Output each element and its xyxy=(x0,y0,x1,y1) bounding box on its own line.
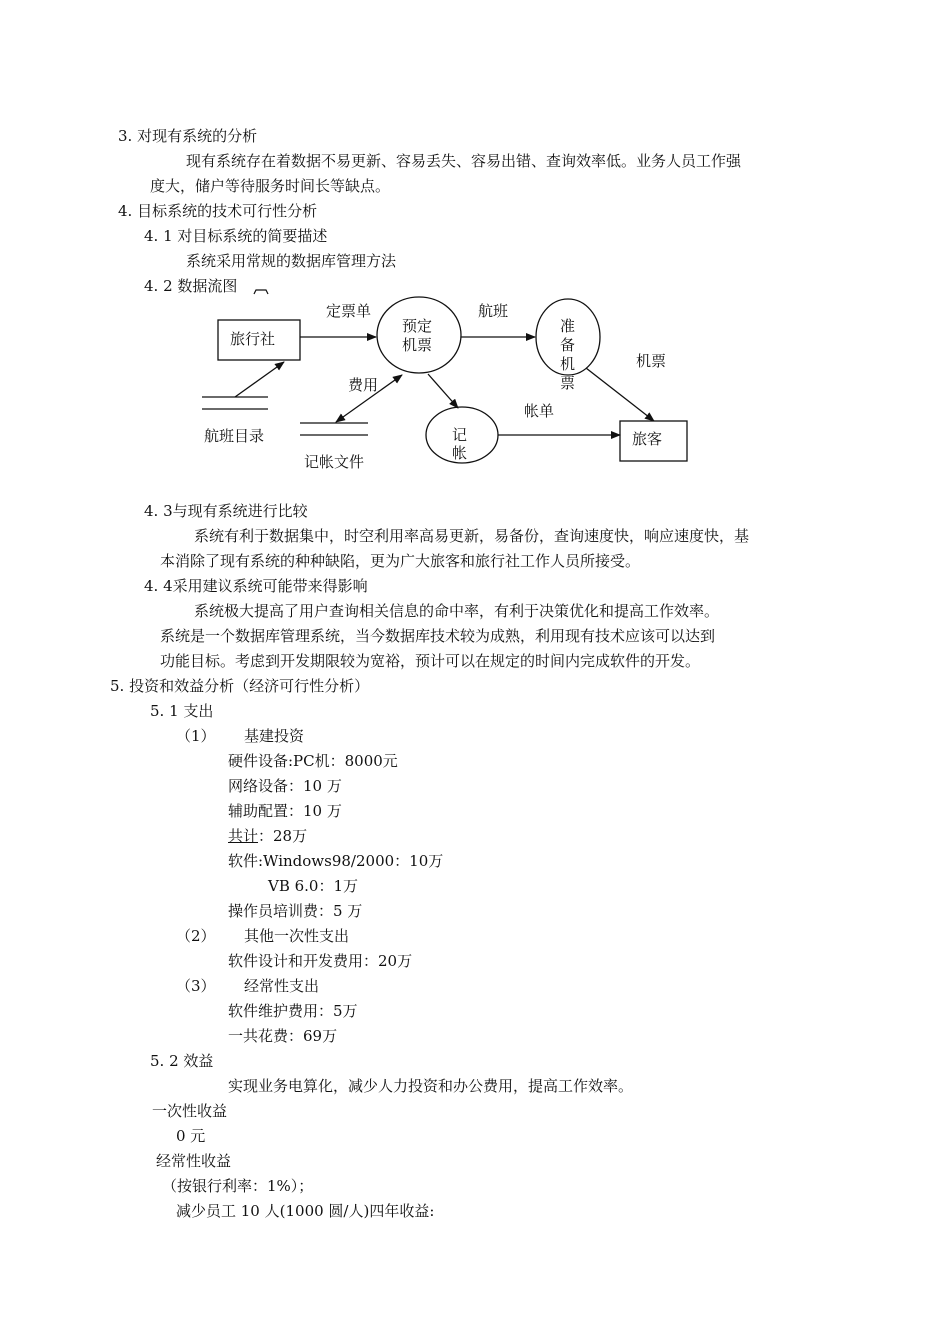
expense-item-number: （2） xyxy=(176,927,216,945)
section-4-1-text: 系统采用常规的数据库管理方法 xyxy=(186,252,397,270)
process-book-ticket-label: 机票 xyxy=(402,336,433,354)
section-4-1-heading: 4. 1 对目标系统的简要描述 xyxy=(144,227,328,245)
section-3-paragraph-line: 度大，储户等待服务时间长等缺点。 xyxy=(150,177,391,195)
flow-ticket-arrow xyxy=(586,368,654,421)
process-prepare-ticket-label: 备 xyxy=(560,336,576,354)
section-5-2-heading: 5. 2 效益 xyxy=(150,1052,214,1070)
flow-bill-label: 帐单 xyxy=(524,402,555,420)
expense-item-number: （1） xyxy=(176,727,216,745)
one-time-benefit-label: 一次性收益 xyxy=(152,1102,228,1120)
expense-line: 软件:Windows98/2000：10万 xyxy=(228,852,444,870)
interest-rate-note: （按银行利率：1%）； xyxy=(162,1177,314,1195)
expense-line: 辅助配置：10 万 xyxy=(228,802,342,820)
expense-line: 网络设备：10 万 xyxy=(228,777,342,795)
process-book-ticket-circle xyxy=(377,297,461,373)
expense-subtotal-value: ：28万 xyxy=(258,827,308,845)
flow-ticket-label: 机票 xyxy=(636,352,667,370)
section-4-3-paragraph-line: 系统有利于数据集中，时空利用率高易更新，易备份，查询速度快，响应速度快，基 xyxy=(194,527,750,545)
section-3-paragraph-line: 现有系统存在着数据不易更新、容易丢失、容易出错、查询效率低。业务人员工作强 xyxy=(186,152,742,170)
expense-line: 软件维护费用：5万 xyxy=(228,1002,358,1020)
expense-item-label: 基建投资 xyxy=(244,727,305,745)
one-time-benefit-value: 0 元 xyxy=(176,1127,206,1145)
store-flight-catalog-label: 航班目录 xyxy=(204,427,265,445)
staff-reduction-line: 减少员工 10 人(1000 圆/人)四年收益: xyxy=(176,1202,435,1220)
process-prepare-ticket-label: 准 xyxy=(560,317,576,335)
expense-subtotal xyxy=(228,826,307,846)
data-flow-diagram xyxy=(190,282,710,482)
section-3-heading: 3. 对现有系统的分析 xyxy=(118,127,258,145)
section-4-4-heading: 4. 4采用建议系统可能带来得影响 xyxy=(144,577,368,595)
process-bookkeeping-label: 帐 xyxy=(452,444,468,462)
section-5-heading: 5. 投资和效益分析（经济可行性分析） xyxy=(110,677,370,695)
expense-item-label: 其他一次性支出 xyxy=(244,927,350,945)
section-5-1-heading: 5. 1 支出 xyxy=(150,702,214,720)
flow-book-to-account-arrow xyxy=(428,374,458,408)
store-account-file-label: 记帐文件 xyxy=(304,453,365,471)
expense-item-number: （3） xyxy=(176,977,216,995)
expense-line: 软件设计和开发费用：20万 xyxy=(228,952,413,970)
bracket-mark xyxy=(254,290,268,294)
section-4-2-heading: 4. 2 数据流图 xyxy=(144,277,238,295)
expense-line: VB 6.0：1万 xyxy=(268,877,359,895)
flow-fee-label: 费用 xyxy=(348,376,379,394)
benefits-summary: 实现业务电算化，减少人力投资和办公费用，提高工作效率。 xyxy=(228,1077,634,1095)
expense-item-label: 经常性支出 xyxy=(244,977,320,995)
section-4-4-paragraph-line: 功能目标。考虑到开发期限较为宽裕，预计可以在规定的时间内完成软件的开发。 xyxy=(160,652,701,670)
entity-travel-agency-label: 旅行社 xyxy=(230,330,276,348)
section-4-3-heading: 4. 3与现有系统进行比较 xyxy=(144,502,308,520)
process-prepare-ticket-label: 票 xyxy=(560,374,576,392)
process-bookkeeping-label: 记 xyxy=(452,426,468,444)
flow-order-form-label: 定票单 xyxy=(326,302,372,320)
recurring-benefit-label: 经常性收益 xyxy=(156,1152,232,1170)
expense-total: 一共花费：69万 xyxy=(228,1027,338,1045)
section-4-3-paragraph-line: 本消除了现有系统的种种缺陷，更为广大旅客和旅行社工作人员所接受。 xyxy=(160,552,641,570)
process-prepare-ticket-label: 机 xyxy=(560,355,576,373)
section-4-4-paragraph-line: 系统是一个数据库管理系统，当今数据库技术较为成熟，利用现有技术应该可以达到 xyxy=(160,627,716,645)
flow-flight-label: 航班 xyxy=(478,302,509,320)
flow-catalog-to-agency-arrow xyxy=(235,362,284,397)
entity-passenger-label: 旅客 xyxy=(632,430,663,448)
expense-line: 硬件设备:PC机：8000元 xyxy=(228,752,398,770)
section-4-heading: 4. 目标系统的技术可行性分析 xyxy=(118,202,318,220)
process-book-ticket-label: 预定 xyxy=(402,317,433,335)
section-4-4-paragraph-line: 系统极大提高了用户查询相关信息的命中率，有利于决策优化和提高工作效率。 xyxy=(194,602,720,620)
expense-line: 操作员培训费：5 万 xyxy=(228,902,363,920)
expense-subtotal-label: 共计 xyxy=(228,827,259,845)
